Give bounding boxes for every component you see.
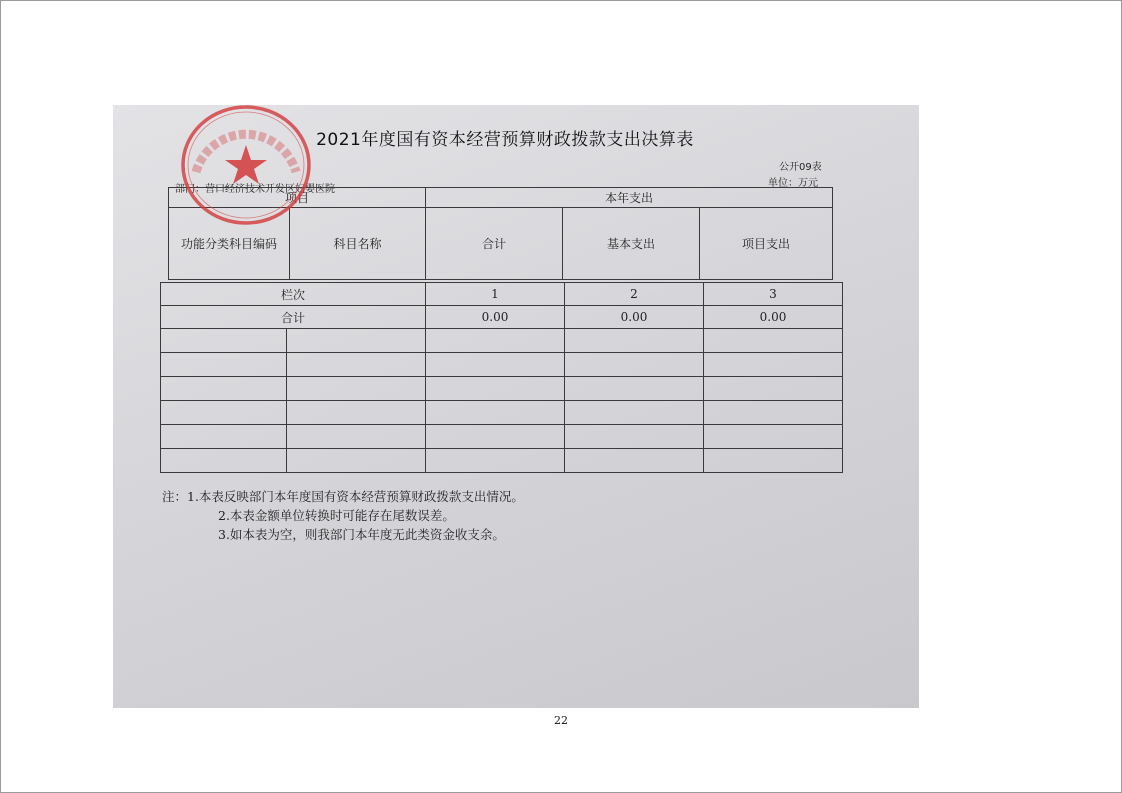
table-cell — [286, 449, 425, 473]
table-cell — [426, 425, 565, 449]
notes — [162, 487, 524, 544]
table-cell — [286, 425, 425, 449]
table-cell — [161, 353, 287, 377]
table-cell — [704, 401, 843, 425]
form-code: 公开09表 — [779, 162, 822, 173]
row-total-label: 合计 — [161, 306, 426, 329]
table-cell — [286, 377, 425, 401]
table-row — [161, 401, 843, 425]
document-title: 2021年度国有资本经营预算财政拨款支出决算表 — [316, 130, 694, 150]
table-cell — [286, 353, 425, 377]
table-row — [161, 353, 843, 377]
page-number: 22 — [554, 714, 568, 727]
table-cell — [286, 329, 425, 353]
department-label: 部门：营口经济技术开发区妇婴医院 — [175, 184, 335, 195]
table-cell — [565, 353, 704, 377]
table-row — [161, 283, 843, 306]
note-2: 2.本表金额单位转换时可能存在尾数误差。 — [218, 508, 455, 523]
table-body — [160, 282, 843, 473]
table-cell — [565, 329, 704, 353]
cell-value: 0.00 — [704, 306, 843, 329]
header-item: 项目 — [169, 188, 426, 208]
table-cell — [161, 449, 287, 473]
header-basic: 基本支出 — [563, 208, 700, 280]
table-cell — [161, 425, 287, 449]
table-cell — [161, 401, 287, 425]
table-row — [161, 329, 843, 353]
table-row — [161, 377, 843, 401]
table-cell — [161, 377, 287, 401]
table-cell — [286, 401, 425, 425]
cell-value: 2 — [565, 283, 704, 306]
note-3: 3.如本表为空，则我部门本年度无此类资金收支余。 — [218, 527, 505, 542]
row-index-label: 栏次 — [161, 283, 426, 306]
cell-value: 0.00 — [565, 306, 704, 329]
seal-star-icon — [225, 145, 267, 184]
header-total: 合计 — [426, 208, 563, 280]
table-cell — [565, 377, 704, 401]
table-cell — [426, 377, 565, 401]
table-row — [161, 449, 843, 473]
official-seal — [176, 100, 316, 230]
table-cell — [565, 425, 704, 449]
header-project: 项目支出 — [700, 208, 833, 280]
table-cell — [426, 353, 565, 377]
note-1: 注：1.本表反映部门本年度国有资本经营预算财政拨款支出情况。 — [162, 489, 524, 504]
table-row — [161, 306, 843, 329]
unit-label: 单位：万元 — [768, 178, 818, 189]
header-subject-name: 科目名称 — [290, 208, 426, 280]
table-row — [161, 425, 843, 449]
table-cell — [704, 329, 843, 353]
header-func-code: 功能分类科目编码 — [169, 208, 290, 280]
table-cell — [704, 377, 843, 401]
cell-value: 0.00 — [426, 306, 565, 329]
table-cell — [704, 449, 843, 473]
header-current-year: 本年支出 — [426, 188, 833, 208]
table-cell — [565, 401, 704, 425]
cell-value: 1 — [426, 283, 565, 306]
table-cell — [426, 449, 565, 473]
cell-value: 3 — [704, 283, 843, 306]
table-cell — [426, 401, 565, 425]
table-cell — [704, 353, 843, 377]
table-cell — [161, 329, 287, 353]
table-cell — [565, 449, 704, 473]
table-cell — [426, 329, 565, 353]
table-cell — [704, 425, 843, 449]
